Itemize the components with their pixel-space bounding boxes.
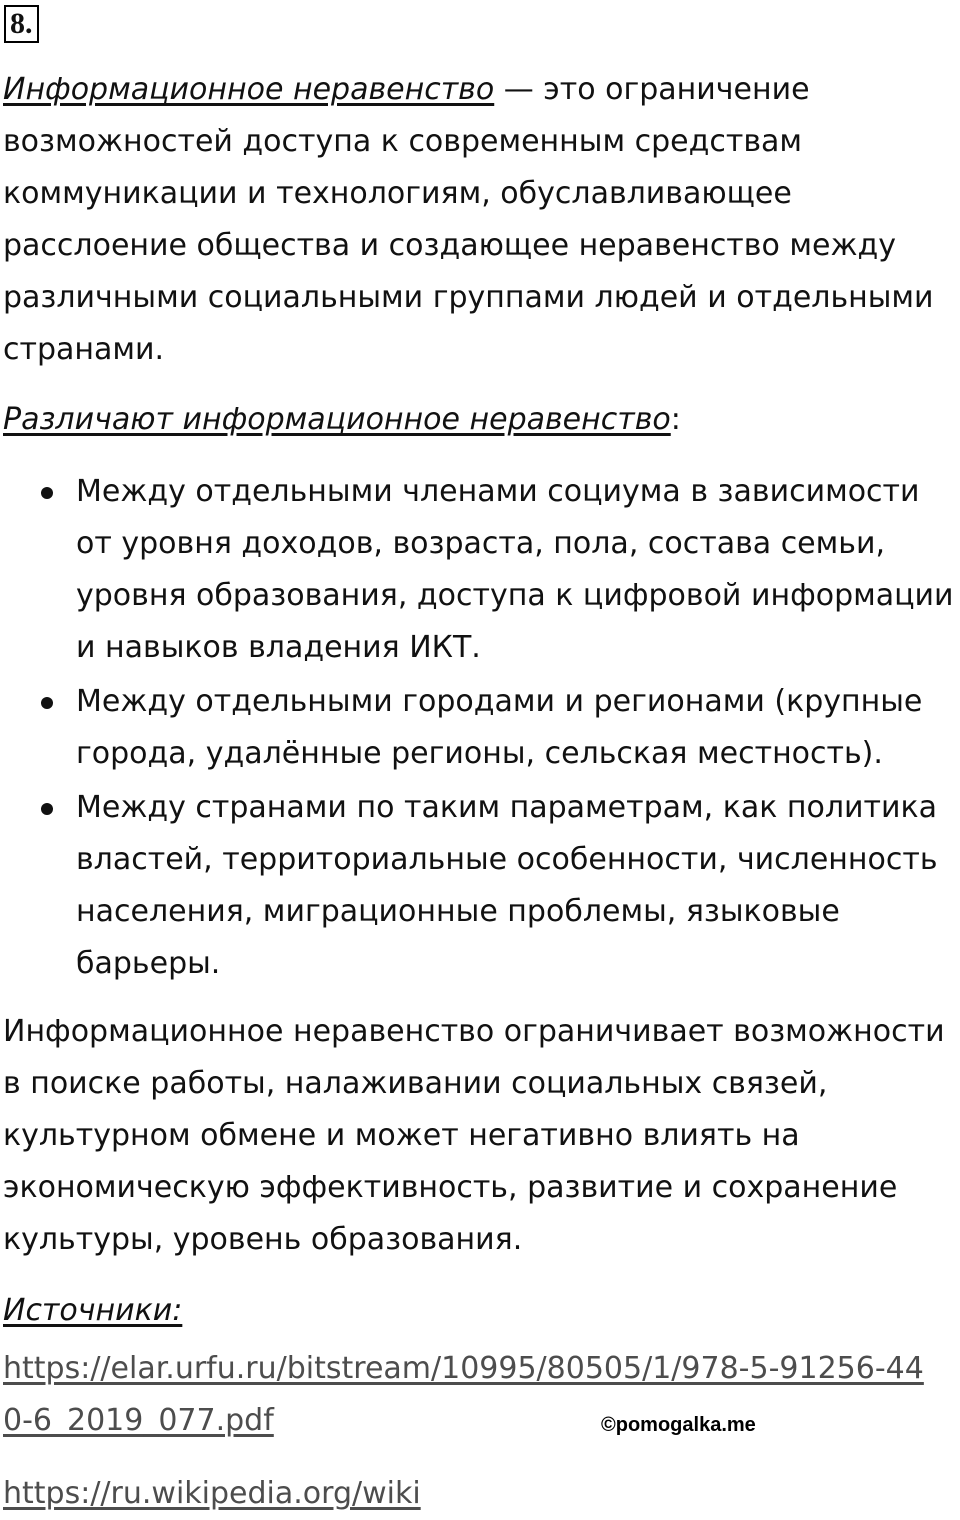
- list-item: [0, 782, 956, 990]
- distinguish-term: Различают информационное неравенство: [3, 402, 671, 437]
- watermark: ©pomogalka.me: [601, 1414, 756, 1436]
- list-item-text: Между отдельными членами социума в зависимости от уровня доходов, возраста, пола, состава семьи, уровня образования, доступа к цифровой информации и навыков владения ИКТ.: [76, 474, 954, 665]
- source-link-wikipedia[interactable]: https://ru.wikipedia.org/wiki: [3, 1476, 421, 1511]
- task-number-badge: 8.: [4, 5, 39, 43]
- source-link-urfu[interactable]: https://elar.urfu.ru/bitstream/10995/80505/1/978-5-91256-440-6_2019_077.pdf: [3, 1351, 924, 1438]
- list-item: [0, 466, 956, 674]
- list-item-text: Между отдельными городами и регионами (крупные города, удалённые регионы, сельская местность).: [76, 684, 923, 771]
- bullet-icon: [41, 487, 53, 499]
- distinguish-suffix: :: [670, 402, 681, 437]
- bullet-icon: [41, 803, 53, 815]
- conclusion-paragraph: Информационное неравенство ограничивает возможности в поиске работы, налаживании социальных связей, культурном обмене и может негативно влиять на экономическую эффективность, развитие и сохранение культуры, уровень образования.: [3, 1014, 945, 1257]
- list-item-text: Между странами по таким параметрам, как политика властей, территориальные особенности, численность населения, миграционные проблемы, языковые барьеры.: [76, 790, 938, 981]
- bullet-icon: [41, 697, 53, 709]
- definition-text: — это ограничение возможностей доступа к современным средствам коммуникации и технологиям, обуславливающее расслоение общества и создающее неравенство между различными социальными группами людей и отдельными странами.: [3, 72, 934, 367]
- list-item: [0, 676, 956, 780]
- definition-term: Информационное неравенство: [3, 72, 495, 107]
- distinguish-heading: [3, 394, 953, 446]
- sources-title: Источники:: [3, 1293, 183, 1328]
- definition-paragraph: [3, 64, 953, 376]
- inequality-types-list: [0, 466, 960, 992]
